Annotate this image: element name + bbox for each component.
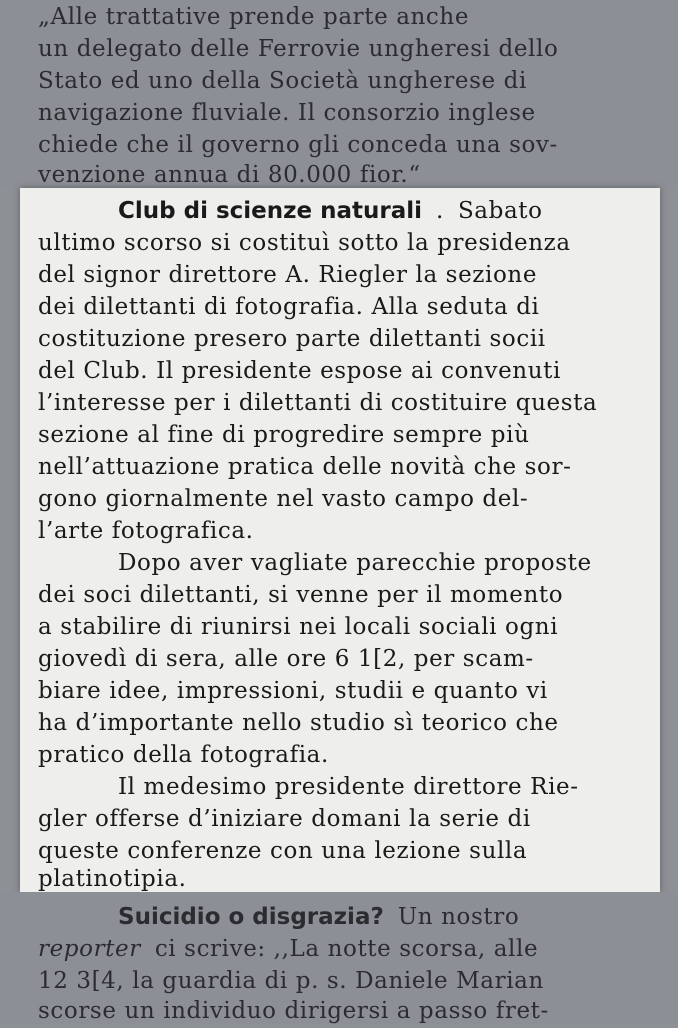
text-line: scorse un individuo dirigersi a passo fret- bbox=[38, 998, 549, 1024]
text-line: del Club. Il presidente espose ai convenuti bbox=[38, 358, 561, 384]
text-line: del signor direttore A. Riegler la sezione bbox=[38, 262, 538, 288]
highlighted-article bbox=[20, 188, 660, 892]
following-article-area bbox=[0, 892, 678, 1024]
text-line: pratico della fotografia. bbox=[38, 742, 329, 768]
text-line bbox=[38, 932, 642, 966]
text-segment: ci scrive: ,,La notte scorsa, alle bbox=[154, 936, 539, 962]
text-line: Sabato bbox=[457, 198, 543, 224]
italic-word: reporter bbox=[38, 936, 141, 962]
text-line: ultimo scorso si costituì sotto la presidenza bbox=[38, 230, 571, 256]
text-line: Il medesimo presidente direttore Rie- bbox=[118, 774, 579, 800]
text-line: venzione annua di 80.000 fior.“ bbox=[38, 162, 421, 188]
text-line: gono giornalmente nel vasto campo del- bbox=[38, 486, 529, 512]
preceding-article-area bbox=[0, 0, 678, 188]
text-line: „Alle trattative prende parte anche bbox=[38, 4, 470, 30]
text-line: un delegato delle Ferrovie ungheresi dello bbox=[38, 36, 559, 62]
text-line: queste conferenze con una lezione sulla bbox=[38, 838, 528, 864]
text-line: costituzione presero parte dilettanti socii bbox=[38, 326, 546, 352]
text-line: Un nostro bbox=[397, 904, 520, 930]
text-line: nell’attuazione pratica delle novità che sor- bbox=[38, 454, 572, 480]
article-headline: Club di scienze naturali bbox=[118, 198, 423, 224]
next-headline-line bbox=[118, 900, 642, 934]
text-line: dei dilettanti di fotografia. Alla seduta di bbox=[38, 294, 540, 320]
text-line: Stato ed uno della Società ungherese di bbox=[38, 68, 527, 94]
next-article-headline: Suicidio o disgrazia? bbox=[118, 904, 384, 930]
text-line: navigazione fluviale. Il consorzio inglese bbox=[38, 100, 536, 126]
text-line: l’arte fotografica. bbox=[38, 518, 254, 544]
text-line: Dopo aver vagliate parecchie proposte bbox=[118, 550, 592, 576]
text-line: l’interesse per i dilettanti di costituire questa bbox=[38, 390, 598, 416]
text-line: sezione al fine di progredire sempre più bbox=[38, 422, 530, 448]
text-line: platinotipia. bbox=[38, 866, 187, 892]
text-line: ha d’importante nello studio sì teorico che bbox=[38, 710, 559, 736]
article-headline-line: Club di scienze naturali . Sabato bbox=[118, 194, 644, 228]
text-line: giovedì di sera, alle ore 6 1[2, per scam- bbox=[38, 646, 534, 672]
text-line: 12 3[4, la guardia di p. s. Daniele Marian bbox=[38, 968, 544, 994]
text-line: dei soci dilettanti, si venne per il momento bbox=[38, 582, 564, 608]
text-line: a stabilire di riunirsi nei locali sociali ogni bbox=[38, 614, 559, 640]
text-line: chiede che il governo gli conceda una sov- bbox=[38, 132, 558, 158]
text-line: biare idee, impressioni, studii e quanto vi bbox=[38, 678, 548, 704]
text-line: gler offerse d’iniziare domani la serie di bbox=[38, 806, 531, 832]
